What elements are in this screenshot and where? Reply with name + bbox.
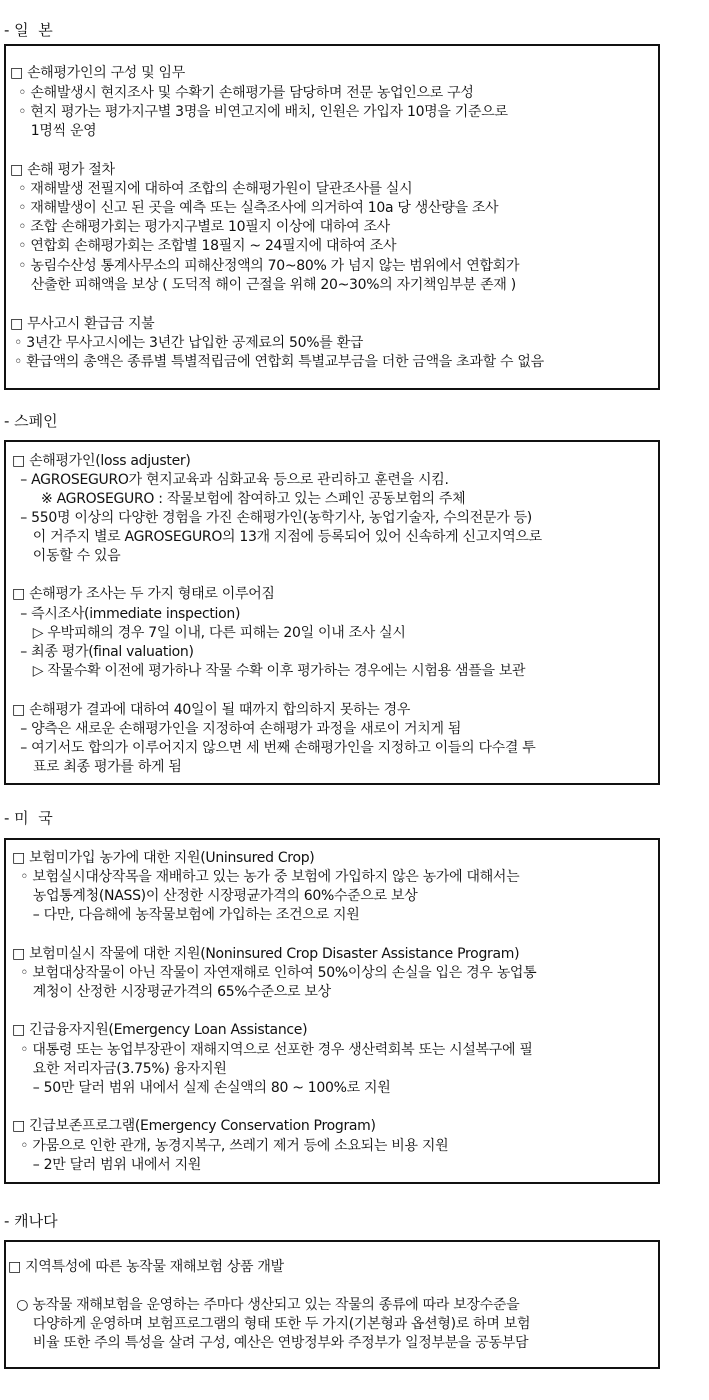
usa-sub-bullet: – 2만 달러 범위 내에서 지원 <box>12 1157 202 1173</box>
spain-sub-bullet: ▷ 우박피해의 경우 7일 이내, 다른 피해는 20일 이내 조사 실시 <box>12 625 406 641</box>
usa-bullet-cont: 계청이 산정한 시장평균가격의 65%수준으로 보상 <box>12 984 331 1000</box>
japan-topic: □ 손해평가인의 구성 및 임무 <box>10 65 185 81</box>
japan-bullet-cont: 산출한 피해액을 보상 ( 도덕적 해이 근절을 위해 20~30%의 자기책임부분 존재 ) <box>10 277 516 293</box>
spain-topic: □ 손해평가 결과에 대하여 40일이 될 때까지 합의하지 못하는 경우 <box>12 702 411 718</box>
canada-bullet-cont: 다양하게 운영하며 보험프로그램의 형태 또한 두 가지(기본형과 옵션형)로 하며 보험 <box>8 1316 531 1332</box>
usa-bullet: ◦ 보험대상작물이 아닌 작물이 자연재해로 인하여 50%이상의 손실을 입은 경우 농업통 <box>12 965 537 981</box>
usa-topic: □ 긴급융자지원(Emergency Loan Assistance) <box>12 1022 308 1038</box>
usa-topic: □ 보험미실시 작물에 대한 지원(Noninsured Crop Disaster Assistance Program) <box>12 946 520 962</box>
canada-topic: □ 지역특성에 따른 농작물 재해보험 상품 개발 <box>8 1259 284 1275</box>
usa-bullet-cont: 요한 저리자금(3.75%) 융자지원 <box>12 1061 227 1077</box>
spain-bullet: – 양측은 새로운 손해평가인을 지정하여 손해평가 과정을 새로이 거치게 됨 <box>12 721 462 737</box>
japan-topic: □ 무사고시 환급금 지불 <box>10 316 155 332</box>
japan-bullet: ◦ 재해발생 전필지에 대하여 조합의 손해평가원이 달관조사를 실시 <box>10 181 413 197</box>
japan-bullet: ◦ 연합회 손해평가회는 조합별 18필지 ~ 24필지에 대하여 조사 <box>10 238 397 254</box>
section-heading-japan: - 일 본 <box>4 21 53 39</box>
spain-bullet: – 즉시조사(immediate inspection) <box>12 606 241 622</box>
japan-bullet: ◦ 현지 평가는 평가지구별 3명을 비연고지에 배치, 인원은 가입자 10명을 기준으로 <box>10 104 508 120</box>
spain-bullet-cont: 이동할 수 있음 <box>12 548 121 564</box>
spain-bullet-cont: 표로 최종 평가를 하게 됨 <box>12 759 182 775</box>
spain-bullet: – AGROSEGURO가 현지교육과 심화교육 등으로 관리하고 훈련을 시킴. <box>12 472 449 488</box>
usa-bullet: ◦ 보험실시대상작목을 재배하고 있는 농가 중 보험에 가입하지 않은 농가에 대해서는 <box>12 869 520 885</box>
usa-topic: □ 보험미가입 농가에 대한 지원(Uninsured Crop) <box>12 850 315 866</box>
spain-topic: □ 손해평가인(loss adjuster) <box>12 453 191 469</box>
japan-bullet: ◦ 3년간 무사고시에는 3년간 납입한 공제료의 50%를 환급 <box>10 335 364 351</box>
usa-topic: □ 긴급보존프로그램(Emergency Conservation Program) <box>12 1118 376 1134</box>
japan-bullet: ◦ 재해발생이 신고 된 곳을 예측 또는 실측조사에 의거하여 10a 당 생산량을 조사 <box>10 200 499 216</box>
spain-bullet: – 최종 평가(final valuation) <box>12 644 194 660</box>
usa-sub-bullet: – 다만, 다음해에 농작물보험에 가입하는 조건으로 지원 <box>12 907 360 923</box>
spain-note: ※ AGROSEGURO : 작물보험에 참여하고 있는 스페인 공동보험의 주체 <box>12 491 466 507</box>
spain-bullet-cont: 이 거주지 별로 AGROSEGURO의 13개 지점에 등록되어 있어 신속하게 신고지역으로 <box>12 529 542 545</box>
japan-bullet-cont: 1명씩 운영 <box>10 123 97 139</box>
usa-bullet: ◦ 대통령 또는 농업부장관이 재해지역으로 선포한 경우 생산력회복 또는 시설복구에 필 <box>12 1042 533 1058</box>
japan-bullet: ◦ 환급액의 총액은 종류별 특별적립금에 연합회 특별교부금을 더한 금액을 초과할 수 없음 <box>10 354 544 370</box>
spain-bullet: – 550명 이상의 다양한 경험을 가진 손해평가인(농학기사, 농업기술자, 수의전문가 등) <box>12 510 532 526</box>
spain-sub-bullet: ▷ 작물수확 이전에 평가하나 작물 수확 이후 평가하는 경우에는 시험용 샘플을 보관 <box>12 663 526 679</box>
section-heading-usa: - 미 국 <box>4 809 53 827</box>
canada-bullet-cont: 비율 또한 주의 특성을 살려 구성, 예산은 연방정부와 주정부가 일정부분을 공동부담 <box>8 1335 529 1351</box>
usa-bullet: ◦ 가뭄으로 인한 관개, 농경지복구, 쓰레기 제거 등에 소요되는 비용 지원 <box>12 1138 449 1154</box>
japan-bullet: ◦ 농림수산성 통계사무소의 피해산정액의 70~80% 가 넘지 않는 범위에서 연합회가 <box>10 258 520 274</box>
usa-bullet-cont: 농업통계청(NASS)이 산정한 시장평균가격의 60%수준으로 보상 <box>12 888 418 904</box>
section-heading-canada: - 캐나다 <box>4 1212 58 1230</box>
spain-bullet: – 여기서도 합의가 이루어지지 않으면 세 번째 손해평가인을 지정하고 이들의 다수결 투 <box>12 740 536 756</box>
spain-topic: □ 손해평가 조사는 두 가지 형태로 이루어짐 <box>12 586 275 602</box>
canada-bullet: ○ 농작물 재해보험을 운영하는 주마다 생산되고 있는 작물의 종류에 따라 보장수준을 <box>8 1297 520 1313</box>
japan-topic: □ 손해 평가 절차 <box>10 162 115 178</box>
usa-sub-bullet: – 50만 달러 범위 내에서 실제 손실액의 80 ~ 100%로 지원 <box>12 1080 391 1096</box>
japan-bullet: ◦ 손해발생시 현지조사 및 수확기 손해평가를 담당하며 전문 농업인으로 구성 <box>10 85 474 101</box>
japan-bullet: ◦ 조합 손해평가회는 평가지구별로 10필지 이상에 대하여 조사 <box>10 219 390 235</box>
section-heading-spain: - 스페인 <box>4 412 58 430</box>
